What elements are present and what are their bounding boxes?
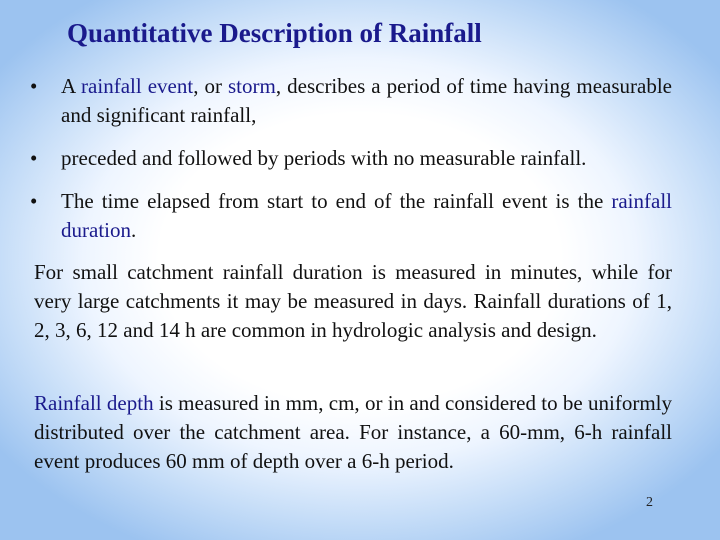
bullet-text bbox=[61, 144, 672, 173]
bullet-dot: • bbox=[30, 189, 38, 213]
text-run: For small catchment rainfall duration is measured in minutes, while for very large catchments it may be measured in days. Rainfall durations of 1, 2, 3, 6, 12 and 14 h are common in hydrologic analysis and design. bbox=[34, 260, 672, 342]
paragraph-rainfall-depth bbox=[34, 389, 672, 476]
bullet-text bbox=[61, 72, 672, 130]
bullet-rainfall-event bbox=[30, 72, 672, 130]
bullet-preceded-followed bbox=[30, 144, 672, 173]
text-run: , describes a period of time having measurable and significant rainfall, bbox=[61, 74, 672, 127]
term-rainfall-depth: Rainfall depth bbox=[34, 391, 154, 415]
text-run: A bbox=[61, 74, 82, 98]
paragraph-duration-examples bbox=[34, 258, 672, 345]
text-run: is measured in mm, cm, or in and considered to be uniformly distributed over the catchment area. For instance, a 60-mm, 6-h rainfall event produces 60 mm of depth over a 6-h period. bbox=[34, 391, 672, 473]
term-rainfall-event: rainfall event bbox=[81, 74, 194, 98]
text-run: The time elapsed from start to end of the rainfall event is the bbox=[61, 189, 612, 213]
bullet-rainfall-duration bbox=[30, 187, 672, 245]
slide-title: Quantitative Description of Rainfall bbox=[67, 18, 482, 48]
term-storm: storm bbox=[228, 74, 276, 98]
term-rainfall-duration: rainfall duration bbox=[61, 189, 672, 242]
bullet-dot: • bbox=[30, 74, 38, 98]
text-run: , or bbox=[193, 74, 228, 98]
text-run: . bbox=[130, 218, 137, 242]
text-run: preceded and followed by periods with no measurable rainfall. bbox=[61, 146, 587, 170]
bullet-dot: • bbox=[30, 146, 38, 170]
bullet-text bbox=[61, 187, 672, 245]
page-number: 2 bbox=[646, 495, 653, 510]
